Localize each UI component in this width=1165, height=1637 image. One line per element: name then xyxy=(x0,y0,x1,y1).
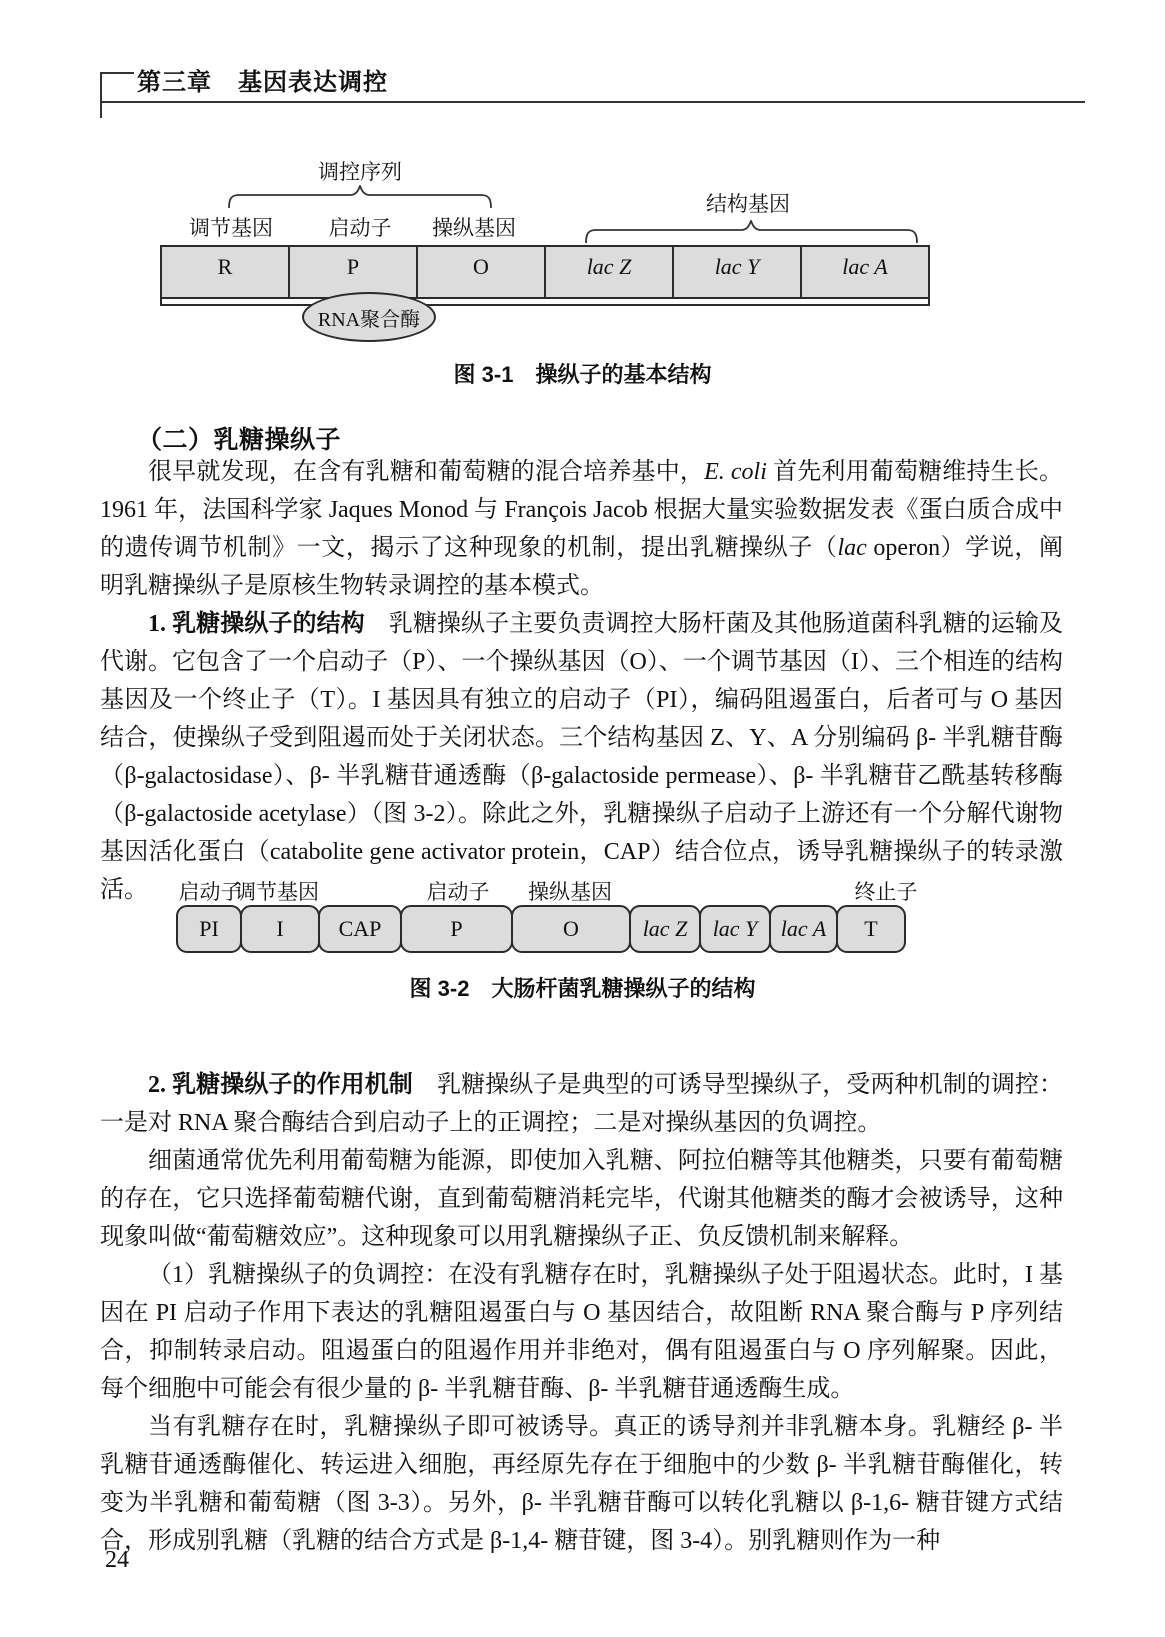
fig1-box-lacY: lac Y xyxy=(674,247,802,299)
header-corner-top-line xyxy=(100,72,134,74)
fig2-box-CAP: CAP xyxy=(318,905,402,953)
fig1-box-O: O xyxy=(418,247,546,299)
chapter-header xyxy=(137,62,388,97)
paragraph-structure: 1. 乳糖操纵子的结构 乳糖操纵子主要负责调控大肠杆菌及其他肠道菌科乳糖的运输及代谢。它包含了一个启动子（P）、一个操纵基因（O）、一个调节基因（I）、三个相连的结构基因及一个终止子（T）。I 基因具有独立的启动子（PI），编码阻遏蛋白，后者可与 O 基因结合，使操纵子受到阻遏而处于关闭状态。三个结构基因 Z、Y、A 分别编码 β- 半乳糖苷酶（β-galactosidase）、β- 半乳糖苷通透酶（β-galactoside permease）、β- 半乳糖苷乙酰基转移酶（β-galactoside acetylase）（图 3-2）。除此之外，乳糖操纵子启动子上游还有一个分解代谢物基因活化蛋白（catabolite gene activator protein，CAP）结合位点，诱导乳糖操纵子的转录激活。 xyxy=(100,611,1064,903)
fig1-box-lacZ: lac Z xyxy=(546,247,674,299)
chapter-title-text: 基因表达调控 xyxy=(238,69,388,96)
fig1-structural-gene-label: 结构基因 xyxy=(706,192,790,216)
fig1-box-R: R xyxy=(162,247,290,299)
fig1-label-operator-gene: 操纵基因 xyxy=(432,216,516,240)
fig2-box-PI: PI xyxy=(176,905,242,953)
fig1-regulatory-sequence-label: 调控序列 xyxy=(318,160,402,184)
fig2-label-operator-gene: 操纵基因 xyxy=(528,880,612,904)
fig1-label-regulator-gene: 调节基因 xyxy=(189,216,273,240)
fig1-operon-diagram xyxy=(160,245,930,306)
fig1-regulatory-brace xyxy=(228,185,492,209)
paragraph-negative-regulation: （1）乳糖操纵子的负调控：在没有乳糖存在时，乳糖操纵子处于阻遏状态。此时，I 基因在 PI 启动子作用下表达的乳糖阻遏蛋白与 O 基因结合，故阻断 RNA 聚合酶与 P 序列结合，抑制转录启动。阻遏蛋白的阻遏作用并非绝对，偶有阻遏蛋白与 O 序列解聚。因此，每个细胞中可能会有很少量的 β- 半乳糖苷酶、β- 半乳糖苷通透酶生成。 xyxy=(100,1262,1063,1402)
fig2-box-P: P xyxy=(400,905,513,953)
fig2-box-lacA: lac A xyxy=(769,905,838,953)
fig2-box-O: O xyxy=(511,905,631,953)
fig2-label-regulator-gene: 调节基因 xyxy=(235,880,319,904)
fig1-label-promoter: 启动子 xyxy=(328,216,392,240)
header-rule xyxy=(100,101,1085,103)
fig2-box-I: I xyxy=(240,905,320,953)
paragraph-induction: 当有乳糖存在时，乳糖操纵子即可被诱导。真正的诱导剂并非乳糖本身。乳糖经 β- 半乳糖苷通透酶催化、转运进入细胞，再经原先存在于细胞中的少数 β- 半乳糖苷酶催化，转变为半乳糖和葡萄糖（图 3-3）。另外，β- 半乳糖苷酶可以转化乳糖以 β-1,6- 糖苷键方式结合，形成别乳糖（乳糖的结合方式是 β-1,4- 糖苷键，图 3-4）。别乳糖则作为一种 xyxy=(100,1414,1063,1554)
page-number: 24 xyxy=(105,1547,129,1573)
body-text-block-1 xyxy=(100,453,1063,909)
fig1-box-lacA: lac A xyxy=(802,247,928,299)
fig2-label-terminator: 终止子 xyxy=(854,880,918,904)
paragraph-intro: 很早就发现，在含有乳糖和葡萄糖的混合培养基中，E. coli 首先利用葡萄糖维持生长。1961 年，法国科学家 Jaques Monod 与 François Jacob 根据大量实验数据发表《蛋白质合成中的遗传调节机制》一文，揭示了这种现象的机制，提出乳糖操纵子（lac operon）学说，阐明乳糖操纵子是原核生物转录调控的基本模式。 xyxy=(100,459,1064,599)
fig1-caption: 图 3-1 操纵子的基本结构 xyxy=(453,362,712,387)
fig2-box-lacY: lac Y xyxy=(699,905,771,953)
header-corner-vertical-line xyxy=(100,72,102,118)
fig2-label-promoter-pi: 启动子 xyxy=(178,880,242,904)
fig2-box-T: T xyxy=(836,905,906,953)
fig1-rna-polymerase-ellipse xyxy=(302,292,436,342)
chapter-number: 第三章 xyxy=(137,69,212,96)
fig1-rna-polymerase-label: RNA聚合酶 xyxy=(317,308,421,331)
body-text-block-2 xyxy=(100,1066,1063,1560)
fig2-operon-diagram xyxy=(176,905,904,953)
paragraph-glucose-effect: 细菌通常优先利用葡萄糖为能源，即使加入乳糖、阿拉伯糖等其他糖类，只要有葡萄糖的存在，它只选择葡萄糖代谢，直到葡萄糖消耗完毕，代谢其他糖类的酶才会被诱导，这种现象叫做“葡萄糖效应”。这种现象可以用乳糖操纵子正、负反馈机制来解释。 xyxy=(100,1148,1063,1250)
fig2-label-promoter-p: 启动子 xyxy=(426,880,490,904)
fig1-box-P: P xyxy=(290,247,418,299)
section-heading: （二）乳糖操纵子 xyxy=(137,426,342,454)
fig2-caption: 图 3-2 大肠杆菌乳糖操纵子的结构 xyxy=(409,976,756,1001)
fig1-structural-brace xyxy=(585,220,918,244)
paragraph-mechanism: 2. 乳糖操纵子的作用机制 乳糖操纵子是典型的可诱导型操纵子，受两种机制的调控：一是对 RNA 聚合酶结合到启动子上的正调控；二是对操纵基因的负调控。 xyxy=(100,1072,1064,1136)
fig2-box-lacZ: lac Z xyxy=(629,905,701,953)
